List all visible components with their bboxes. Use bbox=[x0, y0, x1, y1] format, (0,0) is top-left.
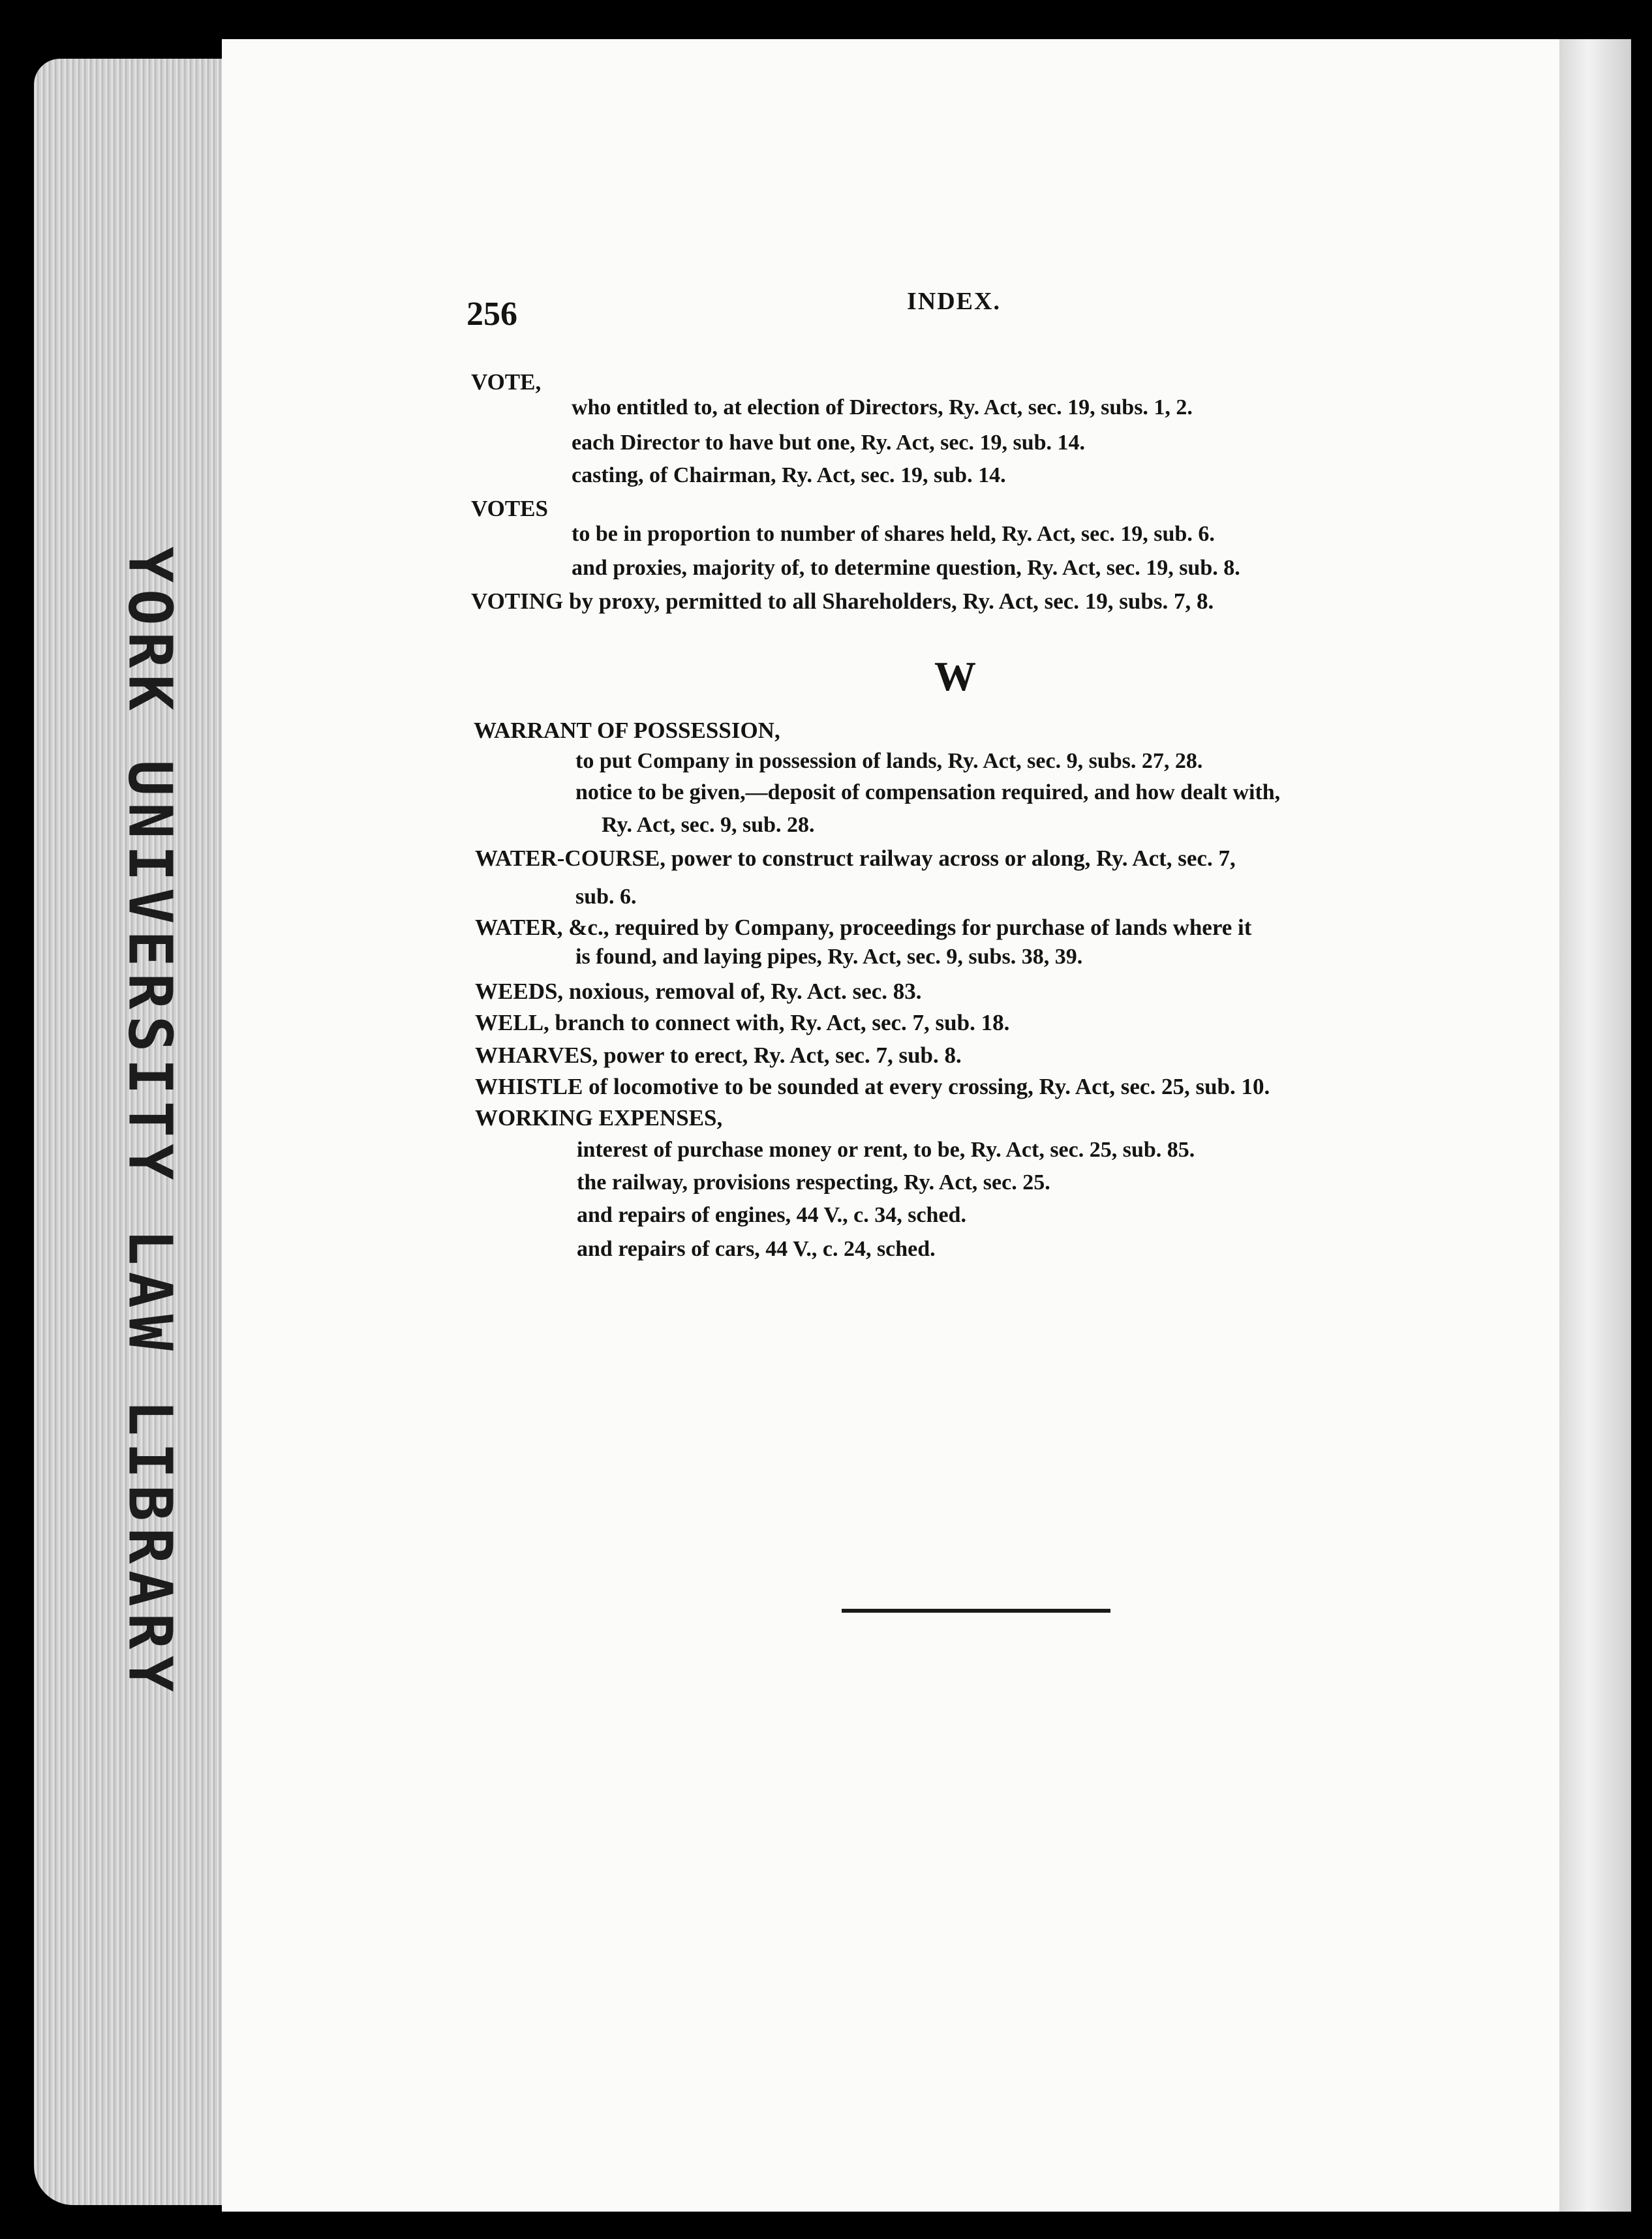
index-subentry: and proxies, majority of, to determine question, Ry. Act, sec. 19, sub. 8. bbox=[572, 556, 1240, 580]
index-subentry: notice to be given,—deposit of compensation required, and how dealt with, bbox=[575, 780, 1281, 804]
index-subentry: who entitled to, at election of Directors, Ry. Act, sec. 19, subs. 1, 2. bbox=[572, 395, 1193, 419]
index-subentry: the railway, provisions respecting, Ry. Act, sec. 25. bbox=[577, 1170, 1050, 1195]
index-entry-continued: sub. 6. bbox=[575, 885, 637, 909]
index-subentry-continued: Ry. Act, sec. 9, sub. 28. bbox=[602, 813, 815, 837]
index-entry-well: WELL, branch to connect with, Ry. Act, sec. 7, sub. 18. bbox=[475, 1010, 1010, 1035]
scan-border bbox=[1631, 0, 1652, 2239]
index-subentry: to put Company in possession of lands, Ry. Act, sec. 9, subs. 27, 28. bbox=[575, 749, 1203, 773]
index-subentry: to be in proportion to number of shares held, Ry. Act, sec. 19, sub. 6. bbox=[572, 522, 1215, 546]
section-letter: W bbox=[934, 653, 976, 699]
index-heading-votes: VOTES bbox=[471, 496, 548, 521]
index-heading-vote: VOTE, bbox=[471, 369, 542, 395]
index-entry-water: WATER, &c., required by Company, proceedings for purchase of lands where it bbox=[475, 915, 1252, 940]
book-page bbox=[222, 39, 1566, 2212]
index-subentry: and repairs of engines, 44 V., c. 34, sched. bbox=[577, 1203, 966, 1227]
library-spine-stamp bbox=[78, 546, 222, 1698]
index-subentry: casting, of Chairman, Ry. Act, sec. 19, sub. 14. bbox=[572, 463, 1006, 487]
index-subentry: and repairs of cars, 44 V., c. 24, sched. bbox=[577, 1237, 936, 1261]
page-number: 256 bbox=[467, 296, 517, 333]
index-entry-continued: is found, and laying pipes, Ry. Act, sec. 9, subs. 38, 39. bbox=[575, 945, 1083, 969]
index-entry-water-course: WATER-COURSE, power to construct railway across or along, Ry. Act, sec. 7, bbox=[475, 845, 1236, 871]
closing-rule bbox=[842, 1609, 1110, 1613]
page-curl-shadow bbox=[1559, 39, 1631, 2212]
index-heading-working-expenses: WORKING EXPENSES, bbox=[475, 1105, 723, 1131]
index-entry-weeds: WEEDS, noxious, removal of, Ry. Act. sec. 83. bbox=[475, 979, 922, 1004]
index-entry-whistle: WHISTLE of locomotive to be sounded at every crossing, Ry. Act, sec. 25, sub. 10. bbox=[475, 1074, 1270, 1099]
index-entry-wharves: WHARVES, power to erect, Ry. Act, sec. 7, sub. 8. bbox=[475, 1043, 962, 1068]
index-heading-warrant: WARRANT OF POSSESSION, bbox=[474, 718, 780, 743]
index-subentry: each Director to have but one, Ry. Act, sec. 19, sub. 14. bbox=[572, 431, 1086, 455]
index-entry-voting: VOTING by proxy, permitted to all Shareholders, Ry. Act, sec. 19, subs. 7, 8. bbox=[471, 588, 1214, 614]
index-subentry: interest of purchase money or rent, to be, Ry. Act, sec. 25, sub. 85. bbox=[577, 1138, 1195, 1162]
running-head: INDEX. bbox=[907, 288, 1001, 315]
library-stamp-text: YORK UNIVERSITY LAW LIBRARY bbox=[115, 546, 185, 1698]
